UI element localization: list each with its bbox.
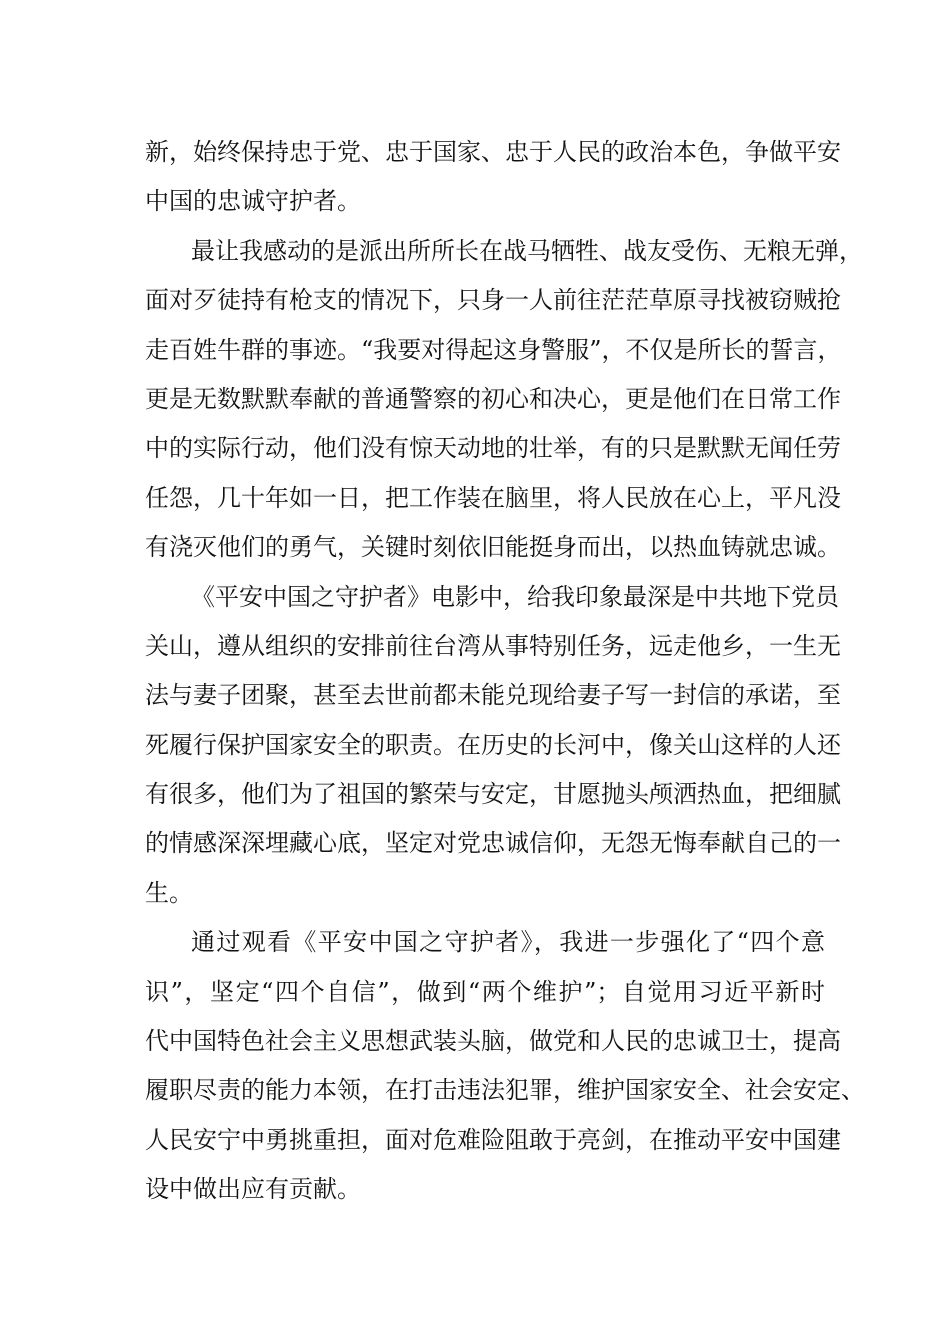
document-body (145, 128, 865, 1215)
text-line: 面对歹徒持有枪支的情况下，只身一人前往茫茫草原寻找被窃贼抢 (145, 286, 841, 315)
text-line: 的情感深深埋藏心底，坚定对党忠诚信仰，无怨无悔奉献自己的一 (145, 829, 841, 858)
text-line: 死履行保护国家安全的职责。在历史的长河中，像关山这样的人还 (145, 730, 841, 759)
text-line: 识”，坚定“四个自信”，做到“两个维护”；自觉用习近平新时 (145, 977, 825, 1006)
text-line: 代中国特色社会主义思想武装头脑，做党和人民的忠诚卫士，提高 (145, 1027, 841, 1056)
text-line: 人民安宁中勇挑重担，面对危难险阻敢于亮剑，在推动平安中国建 (145, 1125, 841, 1154)
text-line: 中的实际行动，他们没有惊天动地的壮举，有的只是默默无闻任劳 (145, 434, 841, 463)
text-line: 履职尽责的能力本领，在打击违法犯罪，维护国家安全、社会安定、 (145, 1076, 865, 1105)
text-line: 有浇灭他们的勇气，关键时刻依旧能挺身而出，以热血铸就忠诚。 (145, 533, 841, 562)
text-line: 通过观看《平安中国之守护者》，我进一步强化了“四个意 (191, 928, 825, 957)
text-line: 走百姓牛群的事迹。“我要对得起这身警服”，不仅是所长的誓言， (145, 335, 842, 364)
text-line: 设中做出应有贡献。 (145, 1175, 361, 1204)
text-line: 关山，遵从组织的安排前往台湾从事特别任务，远走他乡，一生无 (145, 631, 841, 660)
text-line: 最让我感动的是派出所所长在战马牺牲、战友受伤、无粮无弹， (191, 236, 863, 265)
text-line: 新，始终保持忠于党、忠于国家、忠于人民的政治本色，争做平安 (145, 138, 841, 166)
text-line: 更是无数默默奉献的普通警察的初心和决心，更是他们在日常工作 (145, 384, 841, 413)
text-line: 有很多，他们为了祖国的繁荣与安定，甘愿抛头颅洒热血，把细腻 (145, 780, 841, 809)
text-line: 《平安中国之守护者》电影中，给我印象最深是中共地下党员 (191, 582, 839, 611)
text-line: 法与妻子团聚，甚至去世前都未能兑现给妻子写一封信的承诺，至 (145, 681, 841, 710)
text-line: 生。 (145, 878, 193, 907)
text-line: 任怨，几十年如一日，把工作装在脑里，将人民放在心上，平凡没 (145, 483, 841, 512)
text-line: 中国的忠诚守护者。 (145, 187, 361, 216)
